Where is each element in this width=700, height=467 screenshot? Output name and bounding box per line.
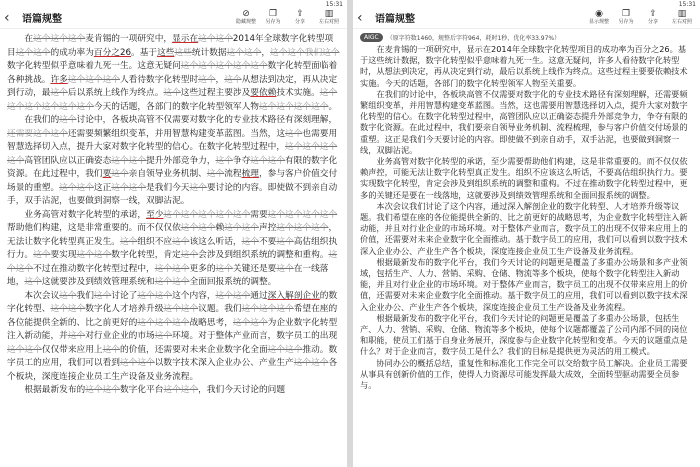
deleted-filler: 这个 [93,290,112,301]
deleted-filler: 这个这个 [215,290,251,301]
edited-text: 许多 [50,74,68,85]
kept-text: 也需要用智慧选择切入点，提升大家对数字化转型的信心。在数字化转型过程中， [7,128,338,152]
columns-icon: ▥ [677,9,687,19]
kept-text: 数字化转型似乎意味着九死一生。这意无疑问 [7,61,181,71]
deleted-filler: 这个 [180,250,199,260]
deleted-filler: 这个这个这个这个 [258,101,329,112]
kept-text: 争夺 [232,155,251,166]
kept-text: 的成功率为 [50,47,94,58]
page-title: 语篇规整 [375,14,415,25]
show-trace-button[interactable] [587,9,611,26]
deleted-filler: 这个这个 [293,358,329,368]
kept-text: 统计数据 [191,47,227,58]
kept-text: 需要 [250,209,268,220]
deleted-filler: 这个这个这个这个这个 [180,61,268,71]
deleted-filler: 这个这个 [59,182,94,193]
header [0,7,347,29]
deleted-filler: 这个 [33,250,51,260]
deleted-filler: 这个 [215,263,233,274]
right-pane-clean [353,0,700,467]
clean-paragraph: 在麦肯锡的一项研究中，显示在2014年全球数字化转型项目的成功率为百分之26。基于这些统计数据，数字化转型似乎意味着九死一生。这意无疑问，许多人看待数字化转型时，从想法到决定，再从决定到行动，最后以系统上线作为终点。这些过程主要要依赖技术实施。今天的话题，各部门的数字化转型领军人物至关重要。 [360,44,688,88]
deleted-filler: 这个 [206,169,225,179]
deleted-filler: 这个 [189,182,207,193]
kept-text: 还需要频繁组织变革，并用智慧构建变革蓝图。当然，这 [67,128,285,139]
edited-text: 梳理 [241,169,259,179]
back-arrow-icon[interactable]: ‹ [4,9,10,26]
clean-paragraph: 本次会议我们讨论了这个内容，通过深入解剖企业的数字化转型、人才培养升级等议题。我们希望在座的各位能提供全新的、比之前更好的战略思考，为企业数字化转型注入新动能，并且对行业企业的市场环境。对于整体产业而言，数字员工的出现不仅带来应用上的价值，还需要对未来企业数字化全面推动。基于数字员工的应用，我们可以看到以数字技术深入企业办公、产业生产各个板块，深度连接企业员工生产设备及业务流程。 [360,200,688,256]
kept-text: ， [261,47,270,58]
edited-text: 至少 [146,209,164,220]
deleted-filler: 这个 [215,155,233,166]
deleted-filler: 这个这个 [85,385,120,395]
share-icon: ⇪ [296,9,304,19]
kept-text: ， [215,74,225,85]
deleted-filler: 这个 [59,115,77,125]
deleted-filler: 这个这个 [224,223,259,233]
deleted-filler: 这个这个 [111,182,146,193]
deleted-filler: 这个这个 [50,304,86,314]
kept-text: 提升外部竞争力， [146,155,216,166]
side-by-side-button[interactable] [315,9,343,26]
deleted-filler: 这个这个 [137,290,173,301]
annotated-document [0,29,347,398]
clean-paragraph: 根据最新发布的数字化平台，我们今天讨论的问题更是覆盖了多重办公场景，包括生产、人力、营销、采购、仓储、物流等多个板块，使每个议题都覆盖了公司内部不同的岗位和职能，使员工们基于自身业务展开，深度参与企业数字化转型和变革。今天的议题重点是什么？对于企业而言，数字员工是什么？我们的目标是提供更为灵活的用工模式。 [360,312,688,357]
kept-text: 无法让数字化转型真正发生。 [7,236,120,247]
kept-text: 高管团队应以正确姿态 [24,155,112,166]
deleted-filler: 这个这个 [163,385,199,395]
kept-text: 该这么听话， [189,236,242,247]
status-bar [0,0,347,7]
kept-text: 仅仅带来应用上 [41,344,103,355]
kept-text: 全面回报系统的调整。 [189,277,277,287]
kept-text: 环境。对于整体产业而言，数字员工的出现 [172,331,338,341]
deleted-filler: 这个这个 [15,47,51,58]
deleted-filler: 这个这个 [7,344,42,355]
kept-text: 战略思考， [189,317,233,328]
deleted-filler: 这个这个 [154,263,190,274]
save-as-button[interactable] [261,9,285,26]
deleted-filler: 这个 [241,236,259,247]
kept-text: 的数字化转型、 [7,290,338,314]
toolbar [234,9,343,26]
kept-text: 会涉及到组织系统的调整和重构。 [198,250,329,260]
annotated-paragraph [7,114,340,209]
deleted-filler: 这个 [224,74,242,85]
status-bar [353,0,700,7]
kept-text: 讨论中，各板块高管不仅需要对数字化的专业技术路径有深刻理解， [76,115,338,125]
save-as-label: 另存为 [618,19,634,25]
kept-text: 帮助他们构建，这是非常重要的。而不仅仅依 [7,223,181,233]
deleted-filler: 这个这个这个 [137,317,190,328]
kept-text: 更多的 [189,263,216,274]
kept-text: 高估组织执行力。 [7,236,338,260]
annotated-paragraph [7,209,340,290]
clean-paragraph: 根据最新发布的数字化平台，我们今天讨论的问题更是覆盖了多重办公场景和多产业领域，包括生产、人力、营销、采购、仓储、物流等多个板块，使每个数字化转型注入新动能，并且对行业企业的市场环境。对于整体产业而言，数字员工的出现不仅带来应用上的价值，还需要对未来企业数字化全面推动。基于数字员工的应用，我们可以看到以数字技术深入企业办公、产业生产各个板块，深度连接企业员工生产设备及业务流程。 [360,256,688,312]
kept-text: 技术实施。 [276,88,320,98]
kept-text: 人看待数字化转型时 [119,74,199,85]
share-label: 分享 [647,19,658,25]
back-arrow-icon[interactable]: ‹ [357,9,363,26]
kept-text: 要实现 [50,250,77,260]
kept-text: 在我们的 [24,115,60,125]
hide-trace-label: 隐藏规整 [235,19,256,25]
kept-text: 组织不应 [137,236,173,247]
kept-text: 字化转型项目 [7,34,334,58]
deleted-filler: 这个这个 [226,47,262,58]
page-title: 语篇规整 [22,14,62,25]
edited-text: 要依赖 [250,88,277,98]
kept-text: 数字化人才培养升级 [85,304,164,314]
clock: 15:31 [325,1,343,8]
kept-text: 本次会议 [24,290,60,301]
kept-text: 有限的数字化资源。在此过程中，我们 [7,155,338,179]
deleted-filler: 这个这个这个这个这个这个 [7,88,338,112]
side-by-side-label: 左右对照 [671,19,692,25]
kept-text: 通过 [250,290,268,301]
deleted-filler: 这个 [276,236,294,247]
kept-text: 关键还是要 [232,263,277,274]
kept-text: 希望在座的各位能提供全新的、比之前更好的 [7,304,338,328]
edited-text: 深入解剖企业 [267,290,320,301]
kept-text: 这些过程主要涉及 [180,88,251,98]
share-label: 分享 [294,19,305,25]
kept-text: 不过在推动数字化转型过程中， [33,263,155,274]
save-as-button[interactable] [614,9,638,26]
deleted-filler: 这个 [67,331,86,341]
clean-paragraph: 业务高管对数字化转型的承诺，至少需要帮助他们构建，这是非常重要的。而不仅仅依赖声控，可能无法让数字化转型真正发生。组织不应该这么听话，不要高估组织执行力。要实现数字化转型，肯定会涉及到组织系统的调整和重构。不过在推动数字化转型过程中，更多的关键还是要在一线落地，这就要涉及到绩效管理系统和全面回报系统的调整。 [360,156,688,200]
deleted-filler: 这个这个这个这个这个 [163,209,251,220]
deleted-filler: 这个这个 [76,250,112,260]
copy-icon: ❐ [621,9,631,19]
share-icon: ⇪ [649,9,657,19]
header [353,7,700,29]
deleted-filler: 这个 [50,88,68,98]
kept-text: 要讨论的内容。即使做不到亲自动手，双手沾泥，也要做到洞察一线，双脚沾泥。 [7,182,338,206]
kept-text: ， [328,223,338,233]
kept-text: ，参与客户价值交付场景的重塑。 [7,169,338,193]
side-by-side-label: 左右对照 [318,19,339,25]
copy-icon: ❐ [268,9,278,19]
edited-text: 要 [102,169,112,179]
kept-text: 。基于 [131,47,158,58]
eye-slash-icon: ⊘ [242,9,250,19]
kept-text: 今天的话题，各部门的数字化转型领军人物 [93,101,259,112]
kept-text: 不要 [258,236,277,247]
aigc-badge: AIGC [360,33,383,42]
deleted-filler: 这个这个 [111,155,146,166]
edited-text: 百分之26 [93,47,131,58]
kept-text: 数字化转型，肯定 [111,250,181,260]
deleted-filler: 这个这个 [154,277,190,287]
deleted-filler: 还需要这个这个 [7,128,68,139]
hide-trace-button[interactable] [234,9,258,26]
kept-text: 的价值，还需要对未来企业数字化全面 [119,344,268,355]
deleted-filler: 这个 [276,263,294,274]
deleted-filler: 这个 [119,236,138,247]
annotated-paragraph [7,33,340,114]
deleted-filler: 这个这个 [267,344,303,355]
kept-text: 声控 [258,223,277,233]
kept-text: 讨论了 [111,290,138,301]
deleted-filler: 这个 [172,236,190,247]
deleted-filler: 这个 [163,88,181,98]
kept-text: 这个内容， [172,290,216,301]
kept-text: 议题。我们 [198,304,242,314]
deleted-filler: 这个 [24,277,42,287]
deleted-filler: 这个这个这个 [33,34,86,44]
deleted-filler: 这个这个 [7,250,338,274]
deleted-filler: 这个这个这个 [241,304,294,314]
clean-paragraph: 协同办公的概括总结，重复性和标准化工作完全可以交给数字员工解决。企业员工需要从事具有创新价值的工作，使得人力资源尽可能发挥最大成效，全面转型驱动需要全员参与。 [360,357,688,391]
deleted-filler: 这个 [285,128,303,139]
left-pane-annotated [0,0,347,467]
deleted-filler: 这个 [198,74,216,85]
kept-text: 是我们今天 [146,182,190,193]
kept-text: 各个板块，深度连接企业员工生产设备及业务流程。 [7,358,338,382]
deleted-filler: 这个 [59,290,77,301]
deleted-filler: 这个这个我们这个 [270,47,340,58]
deleted-filler: 这个 [111,169,129,179]
columns-icon: ▥ [324,9,334,19]
deleted-filler: 这个 [154,331,173,341]
deleted-filler: 这些 [174,47,192,58]
kept-text: 在 [24,34,34,44]
kept-text: 在一线落地， [7,263,329,287]
kept-text: 我们 [76,290,94,301]
kept-text: 。 [328,101,338,112]
deleted-filler: 这个这个 [198,34,233,44]
annotated-paragraph [7,384,340,398]
kept-text: 赖 [215,223,225,233]
side-by-side-button[interactable] [668,9,696,26]
toolbar [587,9,696,26]
deleted-filler: 这个 [102,344,120,355]
show-trace-label: 显示规整 [588,19,609,25]
deleted-filler: 这个这个 [232,317,268,328]
deleted-filler: 这个这个这个这个 [267,209,338,220]
deleted-filler: 这个这个 [119,358,155,368]
kept-text: ，我们今天讨论的问题 [198,385,286,395]
edited-text: 这些 [157,47,175,58]
eye-icon: ◉ [595,9,603,19]
kept-text: 亲自领导业务机制、 [128,169,207,179]
deleted-filler: 这个这个这个这个 [7,142,338,166]
kept-text: 推动。数字员工的应用，我们可以看到 [7,344,338,368]
share-button[interactable] [288,9,312,26]
clean-document [353,44,700,391]
kept-text: 流程 [224,169,242,179]
kept-text: 从想法到决定，再从决定到行动，最 [7,74,338,98]
kept-text: 对行业企业的市场 [85,331,155,341]
deleted-filler: 这个这个这个 [67,74,120,85]
kept-text: 后以系统上线作为终点。 [67,88,164,98]
edited-text: 显示在 [172,34,199,44]
kept-text: 2014年全球数 [232,34,290,44]
deleted-filler: 这个这个 [163,304,199,314]
deleted-filler: 这个这个 [180,223,216,233]
deleted-filler: 这个这个 [250,155,285,166]
clean-paragraph: 在我们的讨论中，各板块高管不仅需要对数字化的专业技术路径有深刻理解，还需要频繁组织变革，并用智慧构建变革蓝图。当然，这也需要用智慧选择切入点，提升大家对数字化转型的信心。在数字化转型过程中，高管团队应以正确姿态提升外部竞争力，争夺有限的数字化资源。在此过程中，我们要亲自领导业务机制、流程梳理，参与客户价值交付场景的重塑。这正是我们今天要讨论的内容。即使做不到亲自动手，双手沾泥，也要做到洞察一线，双脚沾泥。 [360,88,688,155]
kept-text: 根据最新发布的 [24,385,86,395]
kept-text: 业务高管对数字化转型的承诺， [24,209,147,220]
save-as-label: 另存为 [265,19,281,25]
kept-text: 数字化平台 [119,385,164,395]
deleted-filler: 这个这个这个 [276,223,329,233]
share-button[interactable] [641,9,665,26]
stats-text: （原字符数1460，规整后字符964，耗时1秒，优化率33.97%） [386,35,561,42]
kept-text: 为企业数字化转型注入新动能，并 [7,317,338,341]
kept-text: 这就要涉及到绩效管理系统和 [41,277,155,287]
kept-text: 以数字技术深入企业办公、产业生产 [154,358,294,368]
stats-row [353,29,700,44]
kept-text: 麦肯锡的一项研究中， [85,34,173,44]
kept-text: 数字化转型面临着各种挑战。 [7,61,338,85]
annotated-paragraph [7,290,340,385]
kept-text: 这正 [93,182,112,193]
clock: 15:31 [678,1,696,8]
